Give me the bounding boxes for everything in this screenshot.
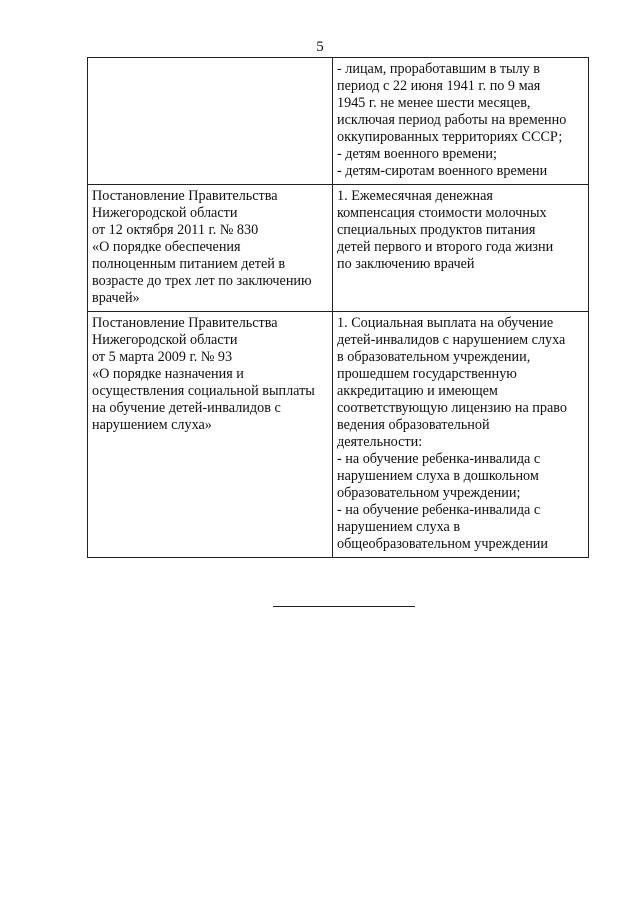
cell-text-line: ведения образовательной <box>337 417 490 433</box>
cell-text-line: - лицам, проработавшим в тылу в <box>337 61 541 77</box>
table-row <box>88 185 589 312</box>
benefits-table-body <box>88 58 589 558</box>
cell-text-line: 1. Социальная выплата на обучение <box>337 315 554 331</box>
cell-text-line: нарушением слуха» <box>92 417 212 433</box>
cell-text-line: нарушением слуха в дошкольном <box>337 468 539 484</box>
cell-text-line: специальных продуктов питания <box>337 222 536 238</box>
cell-text-line: Нижегородской области <box>92 332 238 348</box>
cell-text-line: осуществления социальной выплаты <box>92 383 315 399</box>
cell-text-line: от 12 октября 2011 г. № 830 <box>92 222 259 238</box>
cell-text-line: врачей» <box>92 290 140 306</box>
benefits-table <box>87 57 589 558</box>
table-cell-benefit <box>333 312 589 558</box>
cell-text-line: общеобразовательном учреждении <box>337 536 548 552</box>
cell-text-line: Постановление Правительства <box>92 315 278 331</box>
cell-text-line: «О порядке назначения и <box>92 366 244 382</box>
table-cell-benefit <box>333 58 589 185</box>
cell-text-line: «О порядке обеспечения <box>92 239 241 255</box>
cell-text-line: - на обучение ребенка-инвалида с <box>337 502 541 518</box>
cell-text-line: 1945 г. не менее шести месяцев, <box>337 95 531 111</box>
cell-text-line: оккупированных территориях СССР; <box>337 129 563 145</box>
cell-text-line: - детям-сиротам военного времени <box>337 163 548 179</box>
cell-text-line: - детям военного времени; <box>337 146 497 162</box>
cell-text-line: соответствующую лицензию на право <box>337 400 567 416</box>
end-of-document-rule <box>273 606 415 607</box>
cell-text-line: детей первого и второго года жизни <box>337 239 554 255</box>
table-row <box>88 58 589 185</box>
cell-text-line: образовательном учреждении; <box>337 485 521 501</box>
cell-text-line: прошедшем государственную <box>337 366 517 382</box>
table-cell-document <box>88 58 333 185</box>
table-cell-benefit <box>333 185 589 312</box>
cell-text-line: Нижегородской области <box>92 205 238 221</box>
cell-text-line: на обучение детей-инвалидов с <box>92 400 281 416</box>
cell-text-line: детей-инвалидов с нарушением слуха <box>337 332 566 348</box>
cell-text-line: аккредитацию и имеющем <box>337 383 498 399</box>
cell-text-line: исключая период работы на временно <box>337 112 567 128</box>
table-cell-document <box>88 312 333 558</box>
cell-text-line: - на обучение ребенка-инвалида с <box>337 451 541 467</box>
cell-text-line: от 5 марта 2009 г. № 93 <box>92 349 233 365</box>
cell-text-line: Постановление Правительства <box>92 188 278 204</box>
cell-text-line: компенсация стоимости молочных <box>337 205 547 221</box>
cell-text-line: деятельности: <box>337 434 423 450</box>
cell-text-line: период с 22 июня 1941 г. по 9 мая <box>337 78 541 94</box>
table-row <box>88 312 589 558</box>
cell-text-line: в образовательном учреждении, <box>337 349 531 365</box>
cell-text-line: по заключению врачей <box>337 256 475 272</box>
cell-text-line: нарушением слуха в <box>337 519 461 535</box>
cell-text-line: полноценным питанием детей в <box>92 256 286 272</box>
cell-text-line: возрасте до трех лет по заключению <box>92 273 312 289</box>
table-cell-document <box>88 185 333 312</box>
page-number: 5 <box>316 39 324 55</box>
cell-text-line: 1. Ежемесячная денежная <box>337 188 493 204</box>
